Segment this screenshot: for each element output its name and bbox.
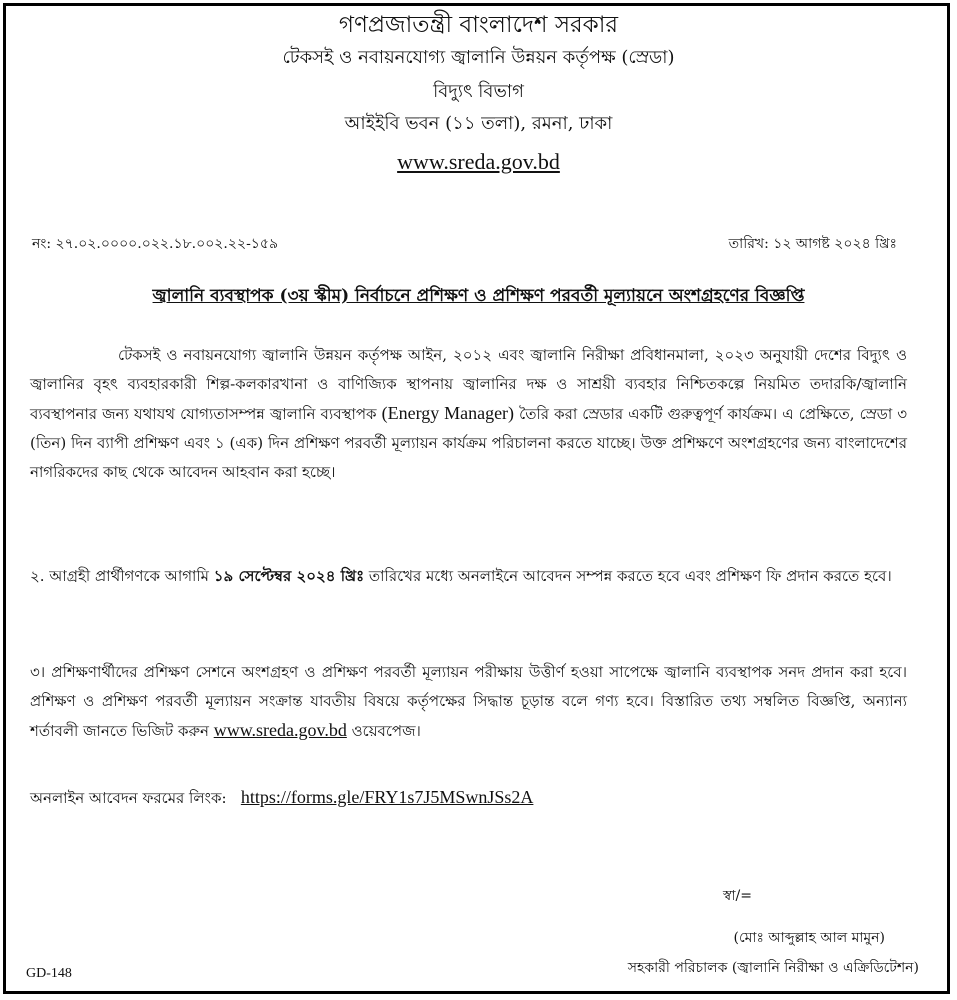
paragraph-3-text-b: ওয়েবপেজ। (351, 722, 421, 740)
reference-number: নং: ২৭.০২.০০০০.০২২.১৮.০০২.২২-১৫৯ (32, 236, 279, 252)
authority-name: টেকসই ও নবায়নযোগ্য জ্বালানি উন্নয়ন কর্তৃপক্ষ (স্রেডা) (282, 47, 675, 68)
government-title: গণপ্রজাতন্ত্রী বাংলাদেশ সরকার (338, 12, 619, 38)
signatory-designation: সহকারী পরিচালক (জ্বালানি নিরীক্ষা ও এক্রিডিটেশন) (627, 960, 919, 976)
paragraph-2-text-b: তারিখের মধ্যে অনলাইনে আবেদন সম্পন্ন করতে হবে এবং প্রশিক্ষণ ফি প্রদান করতে হবে। (368, 567, 892, 585)
paragraph-2 (30, 562, 907, 591)
document-code: GD-148 (26, 966, 72, 981)
paragraph-1 (30, 341, 907, 487)
notice-title: জ্বালানি ব্যবস্থাপক (৩য় স্কীম) নির্বাচনে প্রশিক্ষণ ও প্রশিক্ষণ পরবর্তী মূল্যায়নে অংশগ্রহণের বিজ্ঞপ্তি (152, 286, 805, 306)
division-name: বিদ্যুৎ বিভাগ (433, 81, 524, 102)
application-form-link[interactable]: https://forms.gle/FRY1s7J5MSwnJSs2A (240, 787, 534, 807)
paragraph-3-text-a: ৩। প্রশিক্ষণার্থীদের প্রশিক্ষণ সেশনে অংশগ্রহণ ও প্রশিক্ষণ পরবর্তী মূল্যায়ন পরীক্ষায় উত্তীর্ণ হওয়া সাপেক্ষে জ্বালানি ব্যবস্থাপক সনদ প্রদান করা হবে। প্রশিক্ষণ ও প্রশিক্ষণ পরবর্তী মূল্যায়ন সংক্রান্ত যাবতীয় বিষয়ে কর্তৃপক্ষের সিদ্ধান্ত চূড়ান্ত বলে গণ্য হবে। বিস্তারিত তথ্য সম্বলিত বিজ্ঞপ্তি, অন্যান্য শর্তাবলী জানতে ভিজিট করুন (30, 663, 907, 740)
sreda-website-link[interactable]: www.sreda.gov.bd (213, 720, 347, 740)
office-address: আইইবি ভবন (১১ তলা), রমনা, ঢাকা (344, 113, 613, 134)
application-deadline: ১৯ সেপ্টেম্বর ২০২৪ খ্রিঃ (213, 567, 365, 585)
paragraph-1-text-a: টেকসই ও নবায়নযোগ্য জ্বালানি উন্নয়ন কর্তৃপক্ষ আইন, ২০১২ এবং জ্বালানি নিরীক্ষা প্রবিধানমালা, ২০২৩ অনুযায়ী দেশের বিদ্যুৎ ও জ্বালানির বৃহৎ ব্যবহারকারী শিল্প-কলকারখানা ও বাণিজ্যিক স্থাপনায় জ্বালানির দক্ষ ও সাশ্রয়ী ব্যবহার নিশ্চিতকল্পে নিয়মিত তদারকি/জ্বালানি ব্যবস্থাপনার জন্য যথাযথ যোগ্যতাসম্পন্ন জ্বালানি ব্যবস্থাপক (30, 346, 907, 423)
application-form-line (30, 783, 907, 813)
signatory-name: (মোঃ আব্দুল্লাহ আল মামুন) (733, 930, 885, 946)
website-link[interactable]: www.sreda.gov.bd (397, 149, 560, 174)
paragraph-2-text-a: ২. আগ্রহী প্রার্থীগণকে আগামি (30, 567, 209, 585)
application-form-label: অনলাইন আবেদন ফরমের লিংক: (30, 789, 227, 807)
paragraph-3 (30, 658, 907, 746)
energy-manager-term: (Energy Manager) (381, 403, 515, 423)
memo-date: তারিখ: ১২ আগষ্ট ২০২৪ খ্রিঃ (728, 236, 897, 252)
signature-mark: স্বা/= (722, 888, 752, 904)
paragraph-1-text-b: তৈরি করা স্রেডার একটি গুরুত্বপূর্ণ কার্যক্রম। এ প্রেক্ষিতে, স্রেডা ৩ (তিন) দিন ব্যাপী প্রশিক্ষণ এবং ১ (এক) দিন প্রশিক্ষণ পরবর্তী মূল্যায়ন কার্যক্রম পরিচালনা করতে যাচ্ছে। উক্ত প্রশিক্ষণে অংশগ্রহণের জন্য বাংলাদেশের নাগরিকদের কাছ থেকে আবেদন আহবান করা হচ্ছে। (30, 405, 908, 481)
memo-meta (32, 232, 897, 256)
letterhead (0, 10, 957, 184)
